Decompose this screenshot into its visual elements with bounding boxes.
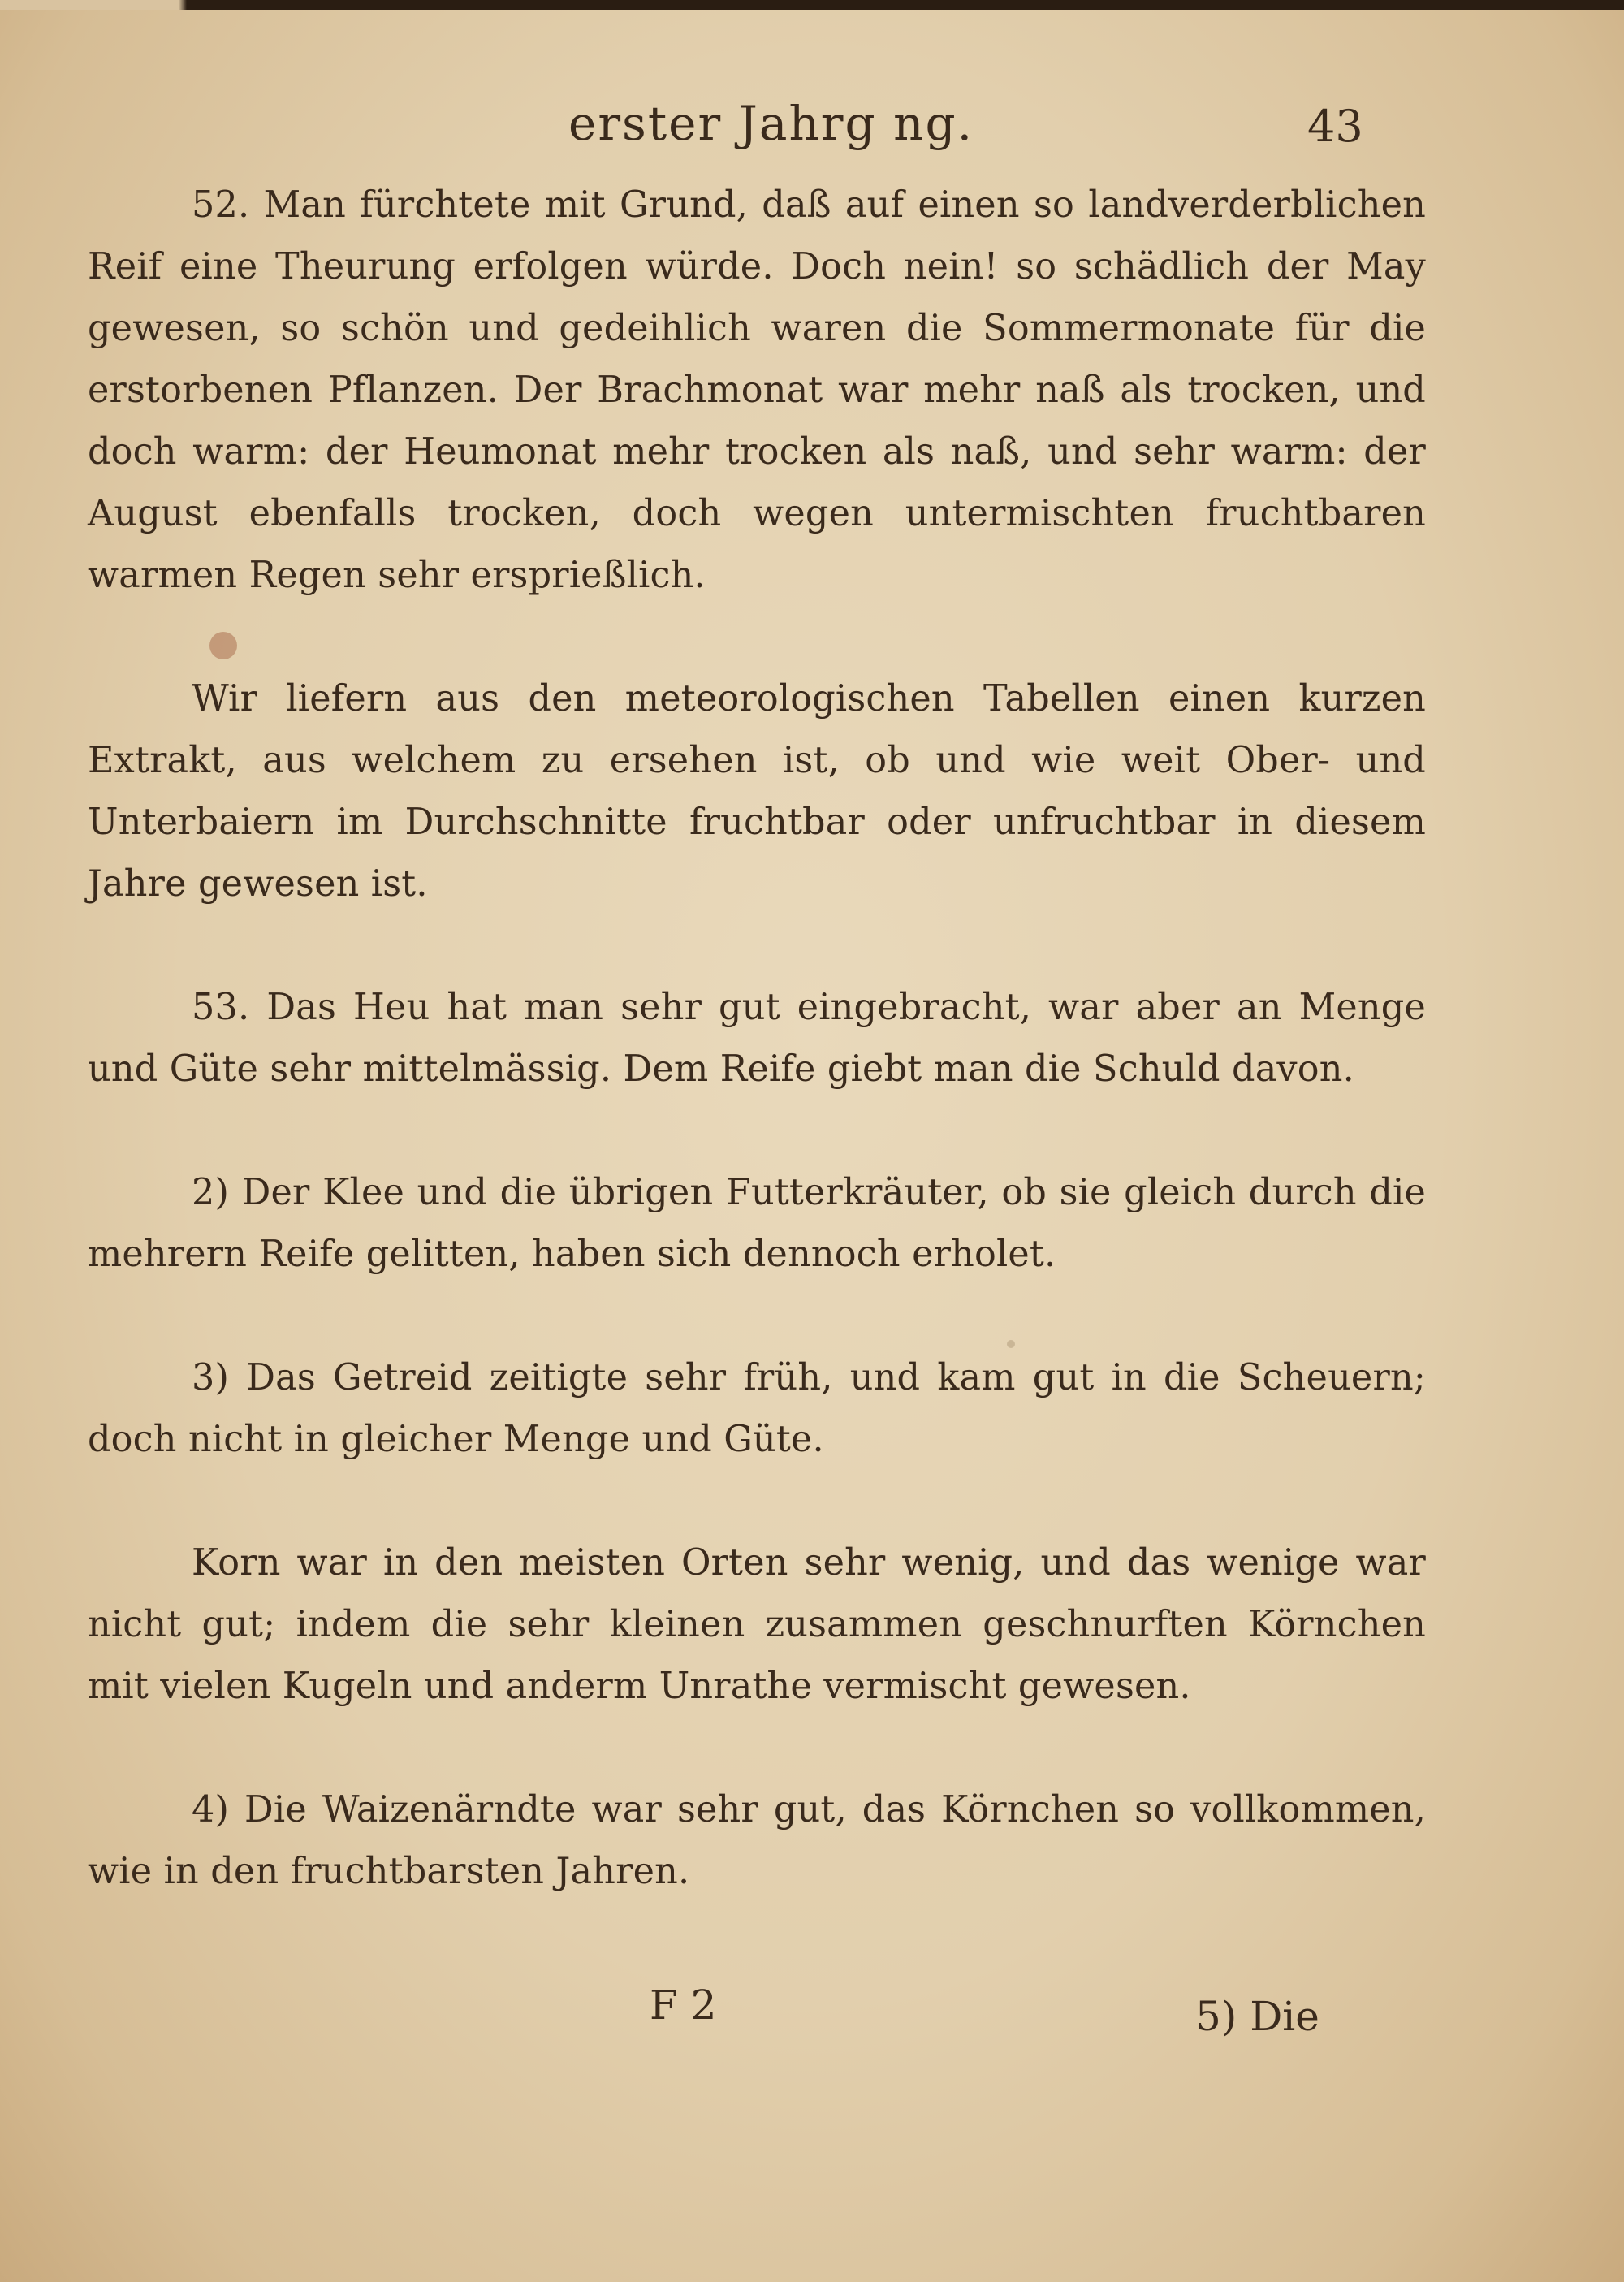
paragraph-52: 52. Man fürchtete mit Grund, daß auf einen so landverderblichen Reif eine Theurung erfolgen würde. Doch nein! so schädlich der May gewesen, so schön und gedeihlich waren die Sommermonate für die erstorbenen Pflanzen. Der Brachmonat war mehr naß als trocken, und doch warm: der Heumonat mehr trocken als naß, und sehr warm: der August ebenfalls trocken, doch wegen untermischten fruchtbaren warmen Regen sehr ersprießlich. [88,184,1426,596]
paragraph-item-2: 2) Der Klee und die übrigen Futterkräuter, ob sie gleich durch die mehrern Reife gelitten, haben sich dennoch erholet. [88,1172,1426,1275]
page-number: 43 [1307,101,1363,152]
paragraph-item-3: 3) Das Getreid zeitigte sehr früh, und kam gut in die Scheuern; doch nicht in gleicher Menge und Güte. [88,1357,1426,1460]
paragraph-korn: Korn war in den meisten Orten sehr wenig, und das wenige war nicht gut; indem die sehr kleinen zusammen geschnurften Körnchen mit vielen Kugeln und anderm Unrathe vermischt gewesen. [88,1542,1426,1707]
page-header [0,96,1624,161]
paragraph-extract: Wir liefern aus den meteorologischen Tabellen einen kurzen Extrakt, aus welchem zu ersehen ist, ob und wie weit Ober- und Unterbaiern im Durchschnitte fruchtbar oder unfruchtbar in diesem Jahre gewesen ist. [88,678,1426,905]
paragraph-item-4: 4) Die Waizenärndte war sehr gut, das Körnchen so vollkommen, wie in den fruchtbarsten Jahren. [88,1789,1426,1892]
running-title: erster Jahrg ng. [568,96,974,151]
paragraph-53: 53. Das Heu hat man sehr gut eingebracht, war aber an Menge und Güte sehr mittelmässig. Dem Reife giebt man die Schuld davon. [88,987,1426,1090]
catchword: 5) Die [1195,1993,1320,2040]
body-text [88,175,1426,1964]
page-footer [0,1982,1624,2046]
page-top-edge [0,0,1624,10]
signature-mark: F 2 [650,1982,717,2029]
